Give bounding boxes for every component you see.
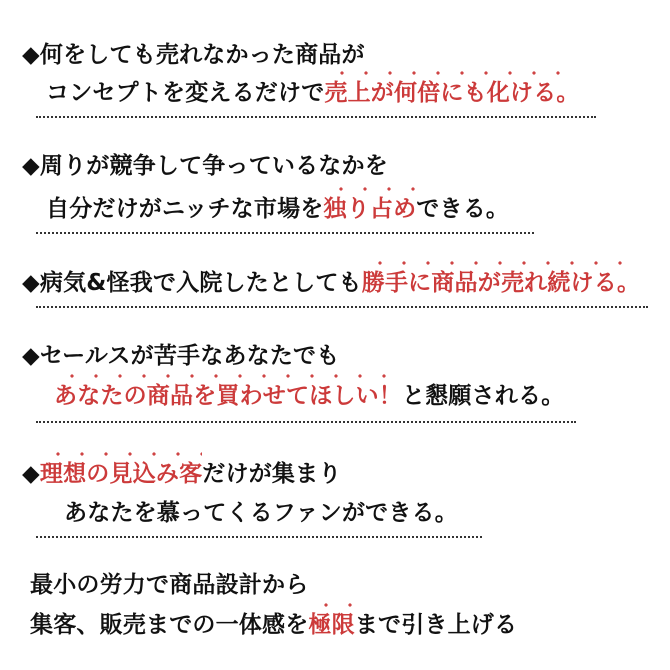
emphasis-dots: [54, 373, 402, 381]
benefit-2-text-end: できる。: [416, 196, 510, 222]
benefit-5-emphasis: [40, 459, 202, 489]
benefit-1-emphasis: [324, 78, 579, 108]
closing-line-2: [30, 610, 517, 640]
benefit-5-emphasis-text: 理想の見込み客: [39, 461, 203, 487]
benefit-2-emphasis: [323, 194, 416, 224]
benefit-1-emphasis-text: 売上が何倍にも化ける。: [324, 80, 580, 106]
benefit-1-line-1: [22, 40, 365, 70]
benefit-2-text: 自分だけがニッチな市場を: [46, 196, 324, 222]
benefit-2-line-1: [22, 151, 388, 181]
diamond-bullet-icon: ◆: [22, 343, 40, 369]
closing-text-2-end: まで引き上げる: [354, 612, 518, 638]
closing-emphasis: [308, 610, 354, 640]
emphasis-dots: [308, 602, 354, 610]
emphasis-dots: [323, 186, 416, 194]
closing-line-1: [30, 570, 308, 600]
benefit-4-emphasis: [54, 381, 402, 411]
emphasis-dots: [40, 451, 202, 459]
closing-emphasis-text: 極限: [308, 612, 355, 638]
benefit-5-line-1: [22, 459, 342, 489]
benefit-5-headline-end: だけが集まり: [202, 461, 342, 487]
benefit-3-emphasis: [362, 268, 640, 298]
dotted-divider-3: [36, 306, 648, 308]
benefit-4-text-end: と懇願される。: [402, 383, 565, 409]
dotted-divider-4: [36, 421, 576, 423]
benefit-1-text: コンセプトを変えるだけで: [46, 80, 325, 106]
benefit-2-emphasis-text: 独り占め: [323, 196, 417, 222]
benefit-3-line-1: [22, 268, 640, 298]
benefit-4-line-2: [54, 381, 564, 411]
emphasis-dots: [324, 70, 579, 78]
diamond-bullet-icon: ◆: [22, 42, 40, 68]
benefit-4-headline: セールスが苦手なあなたでも: [39, 343, 340, 369]
dotted-divider-2: [36, 232, 534, 234]
diamond-bullet-icon: ◆: [22, 153, 40, 179]
closing-text-2: 集客、販売までの一体感を: [30, 612, 309, 638]
benefit-4-line-1: [22, 341, 339, 371]
benefit-5-line-2: [64, 498, 458, 528]
diamond-bullet-icon: ◆: [22, 270, 40, 296]
benefit-3-text: 病気&怪我で入院したとしても: [39, 270, 362, 296]
benefit-1-line-2: [46, 78, 580, 108]
emphasis-dots: [362, 260, 640, 268]
benefit-2-line-2: [46, 194, 509, 224]
closing-text-1: 最小の労力で商品設計から: [30, 572, 309, 598]
benefit-5-text: あなたを慕ってくるファンができる。: [64, 500, 458, 526]
benefit-3-emphasis-text: 勝手に商品が売れ続ける。: [361, 270, 641, 296]
benefit-1-headline: 何をしても売れなかった商品が: [39, 42, 365, 68]
diamond-bullet-icon: ◆: [22, 461, 40, 487]
dotted-divider-5: [36, 536, 482, 538]
benefit-2-headline: 周りが競争して争っているなかを: [39, 153, 388, 179]
benefit-4-emphasis-text: あなたの商品を買わせてほしい！: [54, 383, 402, 409]
dotted-divider-1: [36, 116, 596, 118]
